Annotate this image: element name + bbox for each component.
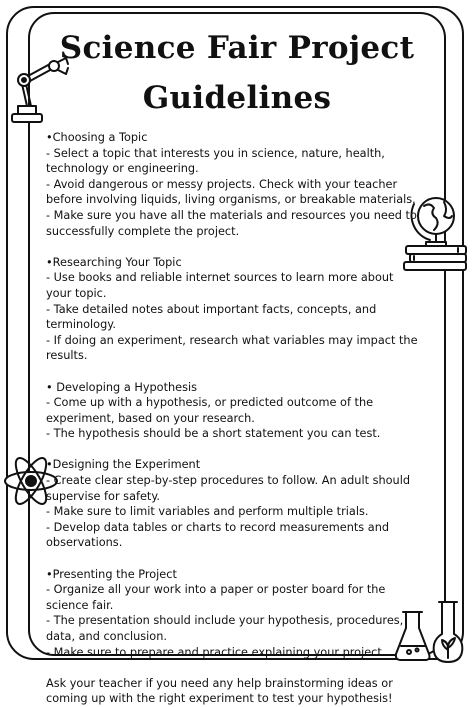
list-item: - Make sure you have all the materials and resources you need to successfully complete the project. [46, 208, 417, 238]
list-item: - Make sure to limit variables and perform multiple trials. [46, 505, 369, 519]
closing-paragraph: Ask your teacher if you need any help brainstorming ideas or coming up with the right experiment to test your hypothesis! [46, 676, 393, 706]
section-heading: • Developing a Hypothesis [46, 380, 198, 394]
section-developing-hypothesis [46, 380, 418, 442]
list-item: - Use books and reliable internet sources to learn more about your topic. [46, 271, 394, 300]
section-researching-topic [46, 255, 418, 364]
section-heading: •Presenting the Project [46, 567, 177, 581]
list-item: - Develop data tables or charts to record measurements and observations. [46, 520, 390, 550]
list-item: - Come up with a hypothesis, or predicted outcome of the experiment, based on your research. [46, 396, 374, 425]
list-item: - Organize all your work into a paper or poster board for the science fair. [46, 583, 386, 612]
section-choosing-topic [46, 130, 418, 239]
list-item: - The hypothesis should be a short statement you can test. [46, 427, 381, 441]
list-item: - If doing an experiment, research what variables may impact the results. [46, 333, 418, 363]
robot-arm-icon [4, 56, 74, 128]
list-item: - Select a topic that interests you in science, nature, health, technology or engineering. [46, 146, 385, 176]
list-item: - Take detailed notes about important facts, concepts, and terminology. [46, 302, 377, 332]
section-heading: •Designing the Experiment [46, 458, 201, 472]
list-item: - Avoid dangerous or messy projects. Check with your teacher before involving liquids, living organisms, or breakable materials. [46, 177, 416, 207]
list-item: - Create clear step-by-step procedures to follow. An adult should supervise for safety. [46, 474, 411, 503]
section-heading: •Researching Your Topic [46, 255, 182, 269]
list-item: - The presentation should include your hypothesis, procedures, data, and conclusion. [46, 614, 404, 643]
page-title-line2: Guidelines [142, 80, 332, 116]
section-heading: •Choosing a Topic [46, 131, 148, 144]
list-item: - Make sure to prepare and practice explaining your project. [46, 645, 386, 659]
page-title-line1: Science Fair Project [59, 30, 415, 66]
guidelines-content [46, 130, 418, 707]
section-presenting-project [46, 567, 418, 661]
section-designing-experiment [46, 457, 418, 551]
